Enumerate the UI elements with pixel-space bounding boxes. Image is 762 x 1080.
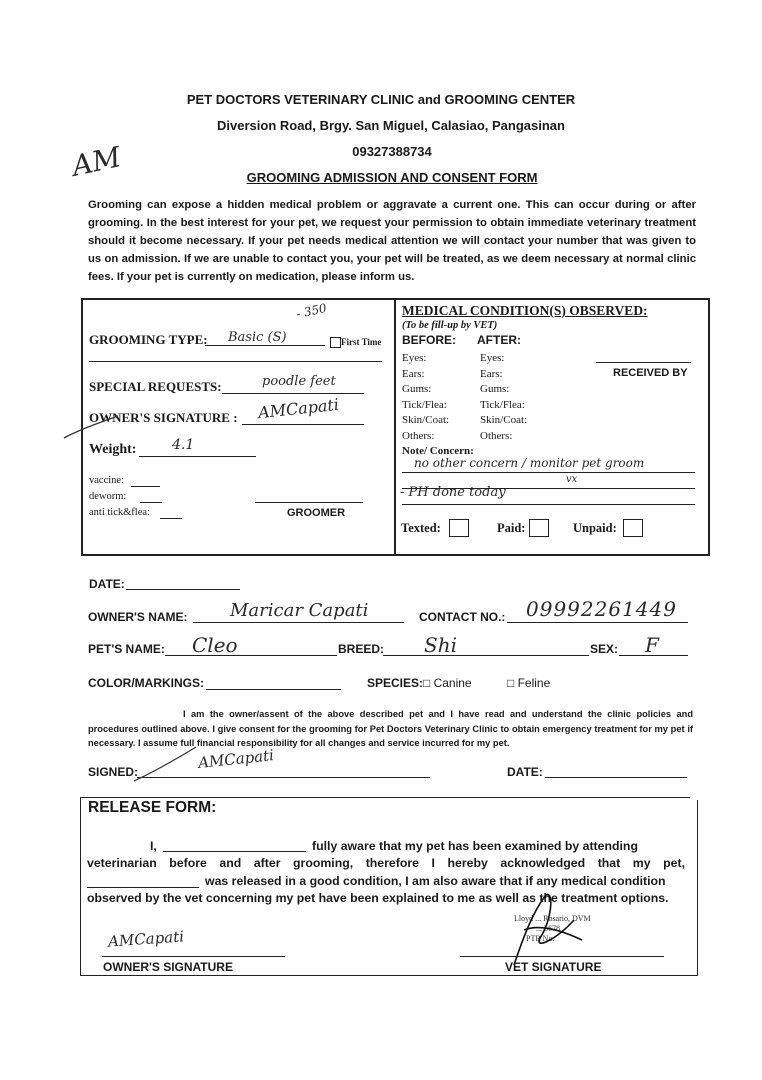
signature-stroke-icon bbox=[130, 745, 200, 785]
after-item: Others: bbox=[480, 429, 513, 442]
vaccine-label: vaccine: bbox=[89, 475, 124, 486]
after-items bbox=[480, 351, 527, 445]
color-markings-label: COLOR/MARKINGS: bbox=[88, 676, 204, 690]
release-line-1-start: I, bbox=[150, 839, 157, 853]
signed-value: AMCapati bbox=[197, 746, 275, 772]
clinic-name: PET DOCTORS VETERINARY CLINIC and GROOMING CENTER bbox=[186, 92, 576, 107]
before-item: Eyes: bbox=[402, 352, 427, 364]
after-item: Ears: bbox=[480, 367, 503, 380]
stamp-name: Lloyd ... Rosario, DVM bbox=[514, 914, 591, 923]
before-item: Gums: bbox=[402, 383, 432, 396]
grooming-price: - 350 bbox=[294, 300, 328, 322]
release-line-3: was released in a good condition, I am also aware that if any medical condition bbox=[205, 874, 666, 888]
owner-name-value[interactable]: Maricar Capati bbox=[230, 600, 369, 621]
clinic-address: Diversion Road, Brgy. San Miguel, Calasiao, Pangasinan bbox=[217, 118, 565, 133]
stamp-ptr: PTR No. bbox=[526, 934, 555, 943]
date-label: DATE: bbox=[89, 577, 125, 591]
anti-tick-label: anti tick&flea: bbox=[89, 507, 150, 518]
note-vx: vx bbox=[566, 474, 578, 485]
note-line-2[interactable]: - PH done today bbox=[400, 485, 506, 500]
special-requests-label: SPECIAL REQUESTS: bbox=[89, 379, 222, 394]
after-item: Eyes: bbox=[480, 352, 505, 364]
before-item: Others: bbox=[402, 429, 435, 442]
consent-text: I am the owner/assent of the above described pet and I have read and understand the clinic policies and procedures outlined above. I give consent for the grooming for Pet Doctors Veterinary Clinic to obtain emergency treatment for my pet if necessary. I assume full financial responsibility for all changes and service incurred for my pet. bbox=[88, 709, 693, 748]
grooming-type-value[interactable]: Basic (S) bbox=[228, 330, 287, 345]
texted-checkbox[interactable] bbox=[449, 519, 469, 537]
note-label: Note/ Concern: bbox=[402, 445, 474, 457]
color-markings-field[interactable] bbox=[206, 689, 341, 690]
release-line-2: veterinarian before and after grooming, therefore I hereby acknowledged that my pet, bbox=[87, 856, 685, 870]
date-field[interactable] bbox=[126, 589, 240, 590]
release-title: RELEASE FORM: bbox=[88, 799, 217, 816]
after-item: Gums: bbox=[480, 383, 510, 396]
before-item: Tick/Flea: bbox=[402, 398, 447, 411]
vet-signature-caption: VET SIGNATURE bbox=[505, 960, 602, 974]
paid-checkbox[interactable] bbox=[529, 519, 549, 537]
weight-value[interactable]: 4.1 bbox=[172, 437, 195, 453]
owner-signature-label: OWNER'S SIGNATURE : bbox=[89, 410, 238, 425]
received-by-label: RECEIVED BY bbox=[613, 367, 688, 379]
weight-label: Weight: bbox=[89, 442, 137, 457]
after-item: Tick/Flea: bbox=[480, 398, 525, 411]
canine-option[interactable]: □ Canine bbox=[423, 676, 472, 690]
species-label: SPECIES: bbox=[367, 676, 424, 690]
groomer-label: GROOMER bbox=[287, 507, 346, 519]
check-mark-icon bbox=[62, 414, 122, 442]
first-time-label: First Time bbox=[341, 337, 382, 347]
form-title: GROOMING ADMISSION AND CONSENT FORM bbox=[246, 170, 538, 185]
breed-label: BREED: bbox=[338, 642, 385, 656]
deworm-label: deworm: bbox=[89, 491, 127, 502]
before-item: Skin/Coat: bbox=[402, 414, 450, 427]
consent-date-field[interactable] bbox=[545, 777, 687, 778]
after-item: Skin/Coat: bbox=[480, 414, 528, 427]
contact-label: CONTACT NO.: bbox=[419, 610, 506, 624]
consent-date-label: DATE: bbox=[507, 765, 543, 779]
owner-name-label: OWNER'S NAME: bbox=[88, 610, 188, 624]
box-divider bbox=[394, 298, 396, 554]
texted-label: Texted: bbox=[401, 521, 441, 535]
margin-note: AM bbox=[69, 140, 124, 183]
feline-option[interactable]: □ Feline bbox=[507, 676, 551, 690]
before-items bbox=[402, 351, 449, 445]
paid-label: Paid: bbox=[497, 521, 526, 535]
after-label: AFTER: bbox=[477, 333, 521, 347]
first-time-checkbox[interactable] bbox=[330, 337, 341, 348]
medical-title: MEDICAL CONDITION(S) OBSERVED: bbox=[402, 303, 648, 318]
medical-subtitle: (To be fill-up by VET) bbox=[402, 320, 498, 331]
intro-paragraph: Grooming can expose a hidden medical problem or aggravate a current one. This can occur during or after grooming. In the best interest for your pet, we request your permission to obtain immediate veterinary treatment should it become necessary. If your pet needs medical attention we will contact your number that was given to us on admission. If we are unable to contact you, your pet will be treated, as we deem necessary at normal clinic fees. If your pet is currently on medication, please inform us. bbox=[88, 199, 696, 283]
owner-signature-caption: OWNER'S SIGNATURE bbox=[103, 960, 233, 974]
sex-value[interactable]: F bbox=[645, 633, 659, 657]
before-label: BEFORE: bbox=[402, 333, 456, 347]
unpaid-checkbox[interactable] bbox=[623, 519, 643, 537]
unpaid-label: Unpaid: bbox=[573, 521, 617, 535]
release-line-4: observed by the vet concerning my pet have been explained to me as well as the treatment options. bbox=[87, 891, 669, 905]
owner-signature-value: AMCapati bbox=[257, 394, 340, 423]
before-item: Ears: bbox=[402, 367, 425, 380]
clinic-phone: 09327388734 bbox=[352, 144, 432, 159]
owner-name-blank[interactable] bbox=[163, 851, 306, 852]
breed-value[interactable]: Shi bbox=[424, 633, 457, 657]
pet-name-label: PET'S NAME: bbox=[88, 642, 165, 656]
pet-name-blank[interactable] bbox=[87, 887, 199, 888]
grooming-type-label: GROOMING TYPE: bbox=[89, 332, 208, 347]
pet-name-value[interactable]: Cleo bbox=[192, 633, 238, 657]
contact-value[interactable]: 09992261449 bbox=[526, 597, 677, 621]
note-line-1[interactable]: no other concern / monitor pet groom bbox=[414, 456, 645, 470]
release-owner-signature: AMCapati bbox=[107, 927, 185, 951]
release-line-1-end: fully aware that my pet has been examined by attending bbox=[312, 839, 638, 853]
signed-label: SIGNED: bbox=[88, 765, 139, 779]
sex-label: SEX: bbox=[590, 642, 619, 656]
stamp-license: ... 5678 bbox=[536, 924, 560, 933]
special-requests-value[interactable]: poodle feet bbox=[262, 374, 336, 389]
